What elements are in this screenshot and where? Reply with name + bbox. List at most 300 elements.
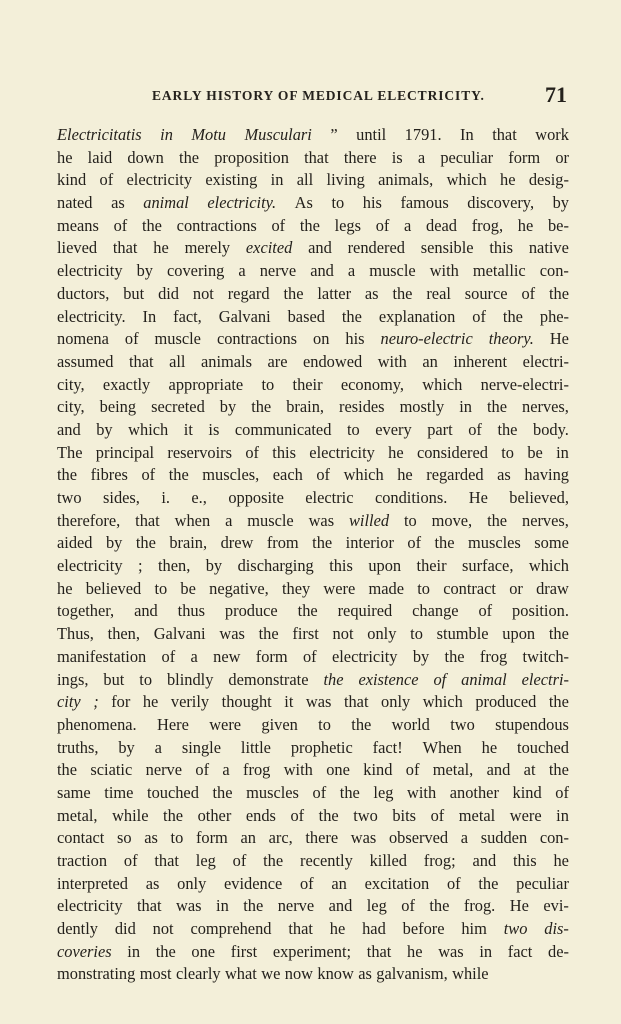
word: frog. [463, 896, 496, 916]
word: the [548, 283, 569, 303]
word: at [523, 760, 536, 780]
word: before [402, 919, 445, 939]
word: being [99, 397, 137, 417]
word: mostly [399, 397, 445, 417]
word: which [343, 465, 384, 485]
word: in [479, 941, 493, 961]
word: the [57, 760, 78, 780]
word: of [302, 646, 317, 666]
word: then, [107, 624, 140, 644]
text-line [57, 827, 569, 850]
word: monstrating [57, 964, 136, 984]
word: did [114, 919, 136, 939]
word: by [412, 646, 430, 666]
word: form [508, 147, 541, 167]
word: there [305, 828, 339, 848]
word: interior [345, 533, 394, 553]
page-header [0, 82, 621, 112]
word: single [181, 737, 221, 757]
word: world [391, 714, 430, 734]
word: killed [369, 851, 407, 870]
word: by [205, 556, 223, 576]
word: then, [157, 556, 191, 576]
word: his [345, 329, 365, 349]
word: aided [57, 533, 93, 553]
word: which [422, 374, 463, 394]
word: some [534, 533, 569, 553]
word: did [158, 283, 180, 303]
word: ; [93, 692, 99, 712]
word: by [105, 533, 123, 553]
word: a [222, 760, 230, 780]
word: the [497, 419, 518, 439]
word: ends [245, 805, 276, 825]
word: dently [57, 919, 98, 939]
word: touched [147, 782, 199, 802]
word: existing [205, 170, 258, 190]
word: evidence [224, 873, 283, 893]
word: of [375, 215, 390, 235]
word: phenomena. [57, 714, 137, 734]
word: reservoirs [167, 442, 233, 462]
word: were [209, 714, 242, 734]
running-title: EARLY HISTORY OF MEDICAL ELECTRICITY. [152, 88, 485, 103]
word: in [556, 805, 569, 825]
word: city [57, 692, 81, 712]
word: Here [157, 714, 189, 734]
word: fibres [90, 465, 128, 485]
word: electricity [309, 442, 375, 462]
word: a [190, 646, 198, 666]
word: traction [57, 851, 108, 870]
word: conditions. [374, 488, 448, 507]
word: a [225, 510, 233, 530]
word: arc, [268, 828, 293, 848]
word: surface, [462, 556, 514, 576]
word: leg [373, 782, 394, 802]
word: considered [416, 442, 488, 462]
word: phe- [539, 306, 569, 326]
text-line [57, 759, 569, 782]
word: with [377, 351, 407, 371]
text-line [57, 737, 569, 760]
word: the [243, 896, 264, 916]
word: was [176, 896, 202, 916]
word: contact [57, 828, 105, 848]
word: same [57, 782, 91, 802]
word: In [142, 306, 157, 326]
word: animals, [378, 170, 434, 190]
word: animal [143, 193, 189, 213]
word: was [219, 624, 245, 644]
word: all [296, 170, 314, 190]
word: until [356, 125, 387, 144]
word: by [219, 397, 237, 417]
word: by [136, 261, 153, 281]
word: the [212, 782, 233, 802]
word: electri- [522, 351, 569, 371]
word: for [111, 692, 131, 712]
word: merely [184, 238, 231, 258]
word: this [329, 556, 353, 576]
word: or [555, 147, 569, 167]
word: as [144, 828, 158, 848]
word: He [509, 896, 529, 916]
word: was [350, 828, 377, 848]
word: which [446, 170, 487, 190]
word: were [509, 805, 542, 825]
word: native [528, 238, 569, 258]
word: required [337, 601, 393, 621]
text-line [57, 532, 569, 555]
word: down [127, 147, 164, 167]
word: the [341, 306, 362, 326]
word: this [489, 238, 514, 258]
word: upon [502, 624, 536, 644]
word: living [326, 170, 365, 190]
word: having [524, 465, 569, 485]
word: frog [243, 760, 271, 780]
word: other [197, 805, 232, 825]
body-text [57, 124, 569, 986]
page-number: 71 [545, 82, 567, 107]
text-line [57, 169, 569, 192]
word: inherent [453, 351, 508, 371]
word: comprehend [190, 919, 272, 939]
word: first [230, 941, 258, 961]
word: endowed [303, 351, 363, 371]
text-line [57, 714, 569, 737]
word: frog [479, 646, 508, 666]
word: regard [227, 283, 270, 303]
word: or [509, 578, 523, 598]
word: assumed [57, 351, 114, 371]
word: famous [400, 193, 449, 213]
word: on [313, 329, 330, 349]
word: electricity [57, 261, 123, 281]
word: existence [358, 669, 419, 689]
word: he [329, 919, 346, 939]
word: their [292, 374, 323, 394]
word: part [427, 419, 453, 439]
text-line [57, 805, 569, 828]
word: of [232, 851, 247, 870]
word: all [169, 351, 186, 371]
word: electricity [57, 556, 123, 576]
word: interpreted [57, 873, 128, 893]
word: of [401, 896, 415, 916]
word: metal, [57, 805, 98, 825]
word: there [343, 147, 377, 167]
word: fact [507, 941, 533, 961]
word: animal [461, 669, 507, 689]
text-line [57, 646, 569, 669]
text-line [57, 850, 569, 873]
word: means [57, 215, 99, 235]
word: that [137, 896, 162, 916]
word: every [375, 419, 412, 439]
word: when [174, 510, 211, 530]
text-line [57, 895, 569, 918]
word: of [124, 329, 139, 349]
word: he [142, 692, 159, 712]
text-line [57, 124, 569, 147]
word: to [417, 578, 430, 598]
word: that [112, 238, 138, 258]
word: to [154, 578, 168, 598]
word: the [351, 714, 372, 734]
word: blindly [166, 669, 214, 689]
text-line [57, 237, 569, 260]
word: two [450, 714, 475, 734]
word: be [527, 442, 543, 462]
word: brain, [286, 397, 325, 417]
word: stumble [436, 624, 489, 644]
word: frog, [471, 215, 504, 235]
word: willed [349, 510, 390, 530]
word: one [326, 760, 350, 780]
word: and [57, 419, 81, 439]
word: the [392, 283, 413, 303]
word: sensible [420, 238, 474, 258]
word: believed, [509, 488, 569, 507]
word: as [145, 873, 160, 893]
word: be- [547, 215, 569, 235]
word: de- [548, 941, 569, 961]
word: Galvani [218, 306, 271, 326]
word: body. [533, 419, 569, 439]
word: electri- [521, 669, 569, 689]
word: nerves, [522, 510, 569, 530]
word: and [308, 238, 332, 258]
word: not [192, 283, 214, 303]
word: ” [330, 125, 338, 144]
word: of [245, 442, 259, 462]
word: so [116, 828, 132, 848]
word: experiment; [272, 941, 352, 961]
word: to [331, 193, 345, 213]
word: that [154, 851, 179, 870]
word: communicated [234, 419, 332, 439]
word: As [294, 193, 313, 213]
word: time [104, 782, 134, 802]
word: stupendous [495, 714, 569, 734]
word: to [261, 374, 275, 394]
word: he [553, 851, 569, 870]
word: believed [85, 578, 142, 598]
word: the [263, 851, 284, 870]
word: that [128, 351, 154, 371]
word: excitation [364, 873, 430, 893]
text-line [57, 351, 569, 374]
word: was [305, 692, 332, 712]
word: of [299, 873, 314, 893]
word: the [258, 624, 279, 644]
word: not [332, 624, 354, 644]
word: but [103, 669, 125, 689]
word: city, [57, 397, 85, 417]
word: lieved [57, 238, 98, 258]
word: that [135, 510, 160, 530]
word: galvanism, [376, 964, 448, 984]
word: clearly [175, 964, 221, 984]
word: made [368, 578, 404, 598]
text-line [57, 396, 569, 419]
word: nerves, [522, 397, 569, 417]
word: change [412, 601, 459, 621]
word: demonstrate [228, 669, 309, 689]
word: the [251, 397, 272, 417]
word: while [452, 964, 489, 984]
word: exactly [102, 374, 151, 394]
word: dis- [544, 919, 569, 939]
text-line [57, 260, 569, 283]
word: economy, [340, 374, 404, 394]
word: now [284, 964, 313, 984]
word: the [548, 760, 569, 780]
word: two [57, 488, 82, 507]
word: little [240, 737, 271, 757]
text-line [57, 442, 569, 465]
word: his [362, 193, 382, 213]
word: a [154, 737, 162, 757]
word: of [478, 601, 493, 621]
word: of [472, 306, 486, 326]
word: the [548, 624, 569, 644]
word: is [208, 419, 220, 439]
word: their [416, 556, 447, 576]
word: most [139, 964, 172, 984]
word: the [168, 465, 189, 485]
word: the [299, 215, 320, 235]
word: by [552, 193, 569, 213]
word: fact, [173, 306, 202, 326]
word: the [478, 873, 499, 893]
word: contractions [216, 329, 298, 349]
word: an [422, 351, 438, 371]
word: Motu [191, 125, 226, 144]
word: one [191, 941, 216, 961]
word: of [405, 760, 420, 780]
word: in [270, 170, 284, 190]
word: form [195, 828, 228, 848]
text-line [57, 464, 569, 487]
word: nerve [277, 896, 315, 916]
word: with [429, 261, 459, 281]
word: brain, [169, 533, 208, 553]
word: metallic [472, 261, 526, 281]
word: of [468, 419, 482, 439]
word: discharging [237, 556, 314, 576]
word: kind [363, 760, 393, 780]
word: frog; [423, 851, 456, 870]
word: muscle [154, 329, 201, 349]
word: electricity. [57, 306, 126, 326]
word: Electricitatis [57, 125, 142, 144]
word: in [160, 125, 173, 144]
word: drew [220, 533, 254, 553]
word: covering [167, 261, 225, 281]
word: laid [87, 147, 113, 167]
word: of [161, 646, 176, 666]
word: the [57, 465, 78, 485]
text-line [57, 873, 569, 896]
word: as [358, 964, 372, 984]
word: neuro-electric [380, 329, 473, 349]
word: con- [539, 261, 569, 281]
word: work [535, 125, 569, 144]
word: opposite [228, 488, 284, 507]
word: while [112, 805, 149, 825]
word: kind [512, 782, 542, 802]
text-line [57, 283, 569, 306]
word: contractions [176, 215, 257, 235]
text-line [57, 192, 569, 215]
word: muscle [369, 261, 416, 281]
word: that [366, 941, 392, 961]
word: that [288, 919, 313, 939]
word: con- [539, 828, 569, 848]
text-line [57, 963, 569, 986]
word: The [57, 442, 83, 462]
word: a [404, 215, 412, 235]
word: by [96, 419, 113, 439]
word: which [528, 556, 569, 576]
word: it [183, 419, 193, 439]
text-line [57, 600, 569, 623]
word: negative, [209, 578, 269, 598]
word: and [310, 261, 334, 281]
word: to [318, 714, 331, 734]
word: real [426, 283, 451, 303]
text-line [57, 555, 569, 578]
word: the [163, 805, 184, 825]
word: had [362, 919, 386, 939]
word: electricity [126, 170, 193, 190]
word: that [343, 692, 369, 712]
word: sudden [480, 828, 528, 848]
word: to [403, 510, 417, 530]
word: of [290, 805, 305, 825]
word: move, [431, 510, 473, 530]
word: the [548, 692, 569, 712]
word: rendered [347, 238, 405, 258]
word: the [434, 533, 455, 553]
text-line [57, 691, 569, 714]
text-line [57, 510, 569, 533]
word: excited [245, 238, 293, 258]
word: was [438, 941, 464, 961]
word: based [287, 306, 325, 326]
word: an [331, 873, 347, 893]
word: to [410, 624, 423, 644]
word: recently [299, 851, 353, 870]
word: he [481, 737, 498, 757]
word: ings, [57, 669, 89, 689]
word: sides, [103, 488, 140, 507]
word: this [272, 442, 296, 462]
word: secreted [151, 397, 205, 417]
word: the [502, 306, 523, 326]
word: an [240, 828, 256, 848]
text-line [57, 147, 569, 170]
word: principal [95, 442, 155, 462]
word: thus [177, 601, 205, 621]
word: only [381, 692, 411, 712]
word: a [347, 261, 356, 281]
word: theory. [488, 329, 534, 349]
word: upon [368, 556, 402, 576]
